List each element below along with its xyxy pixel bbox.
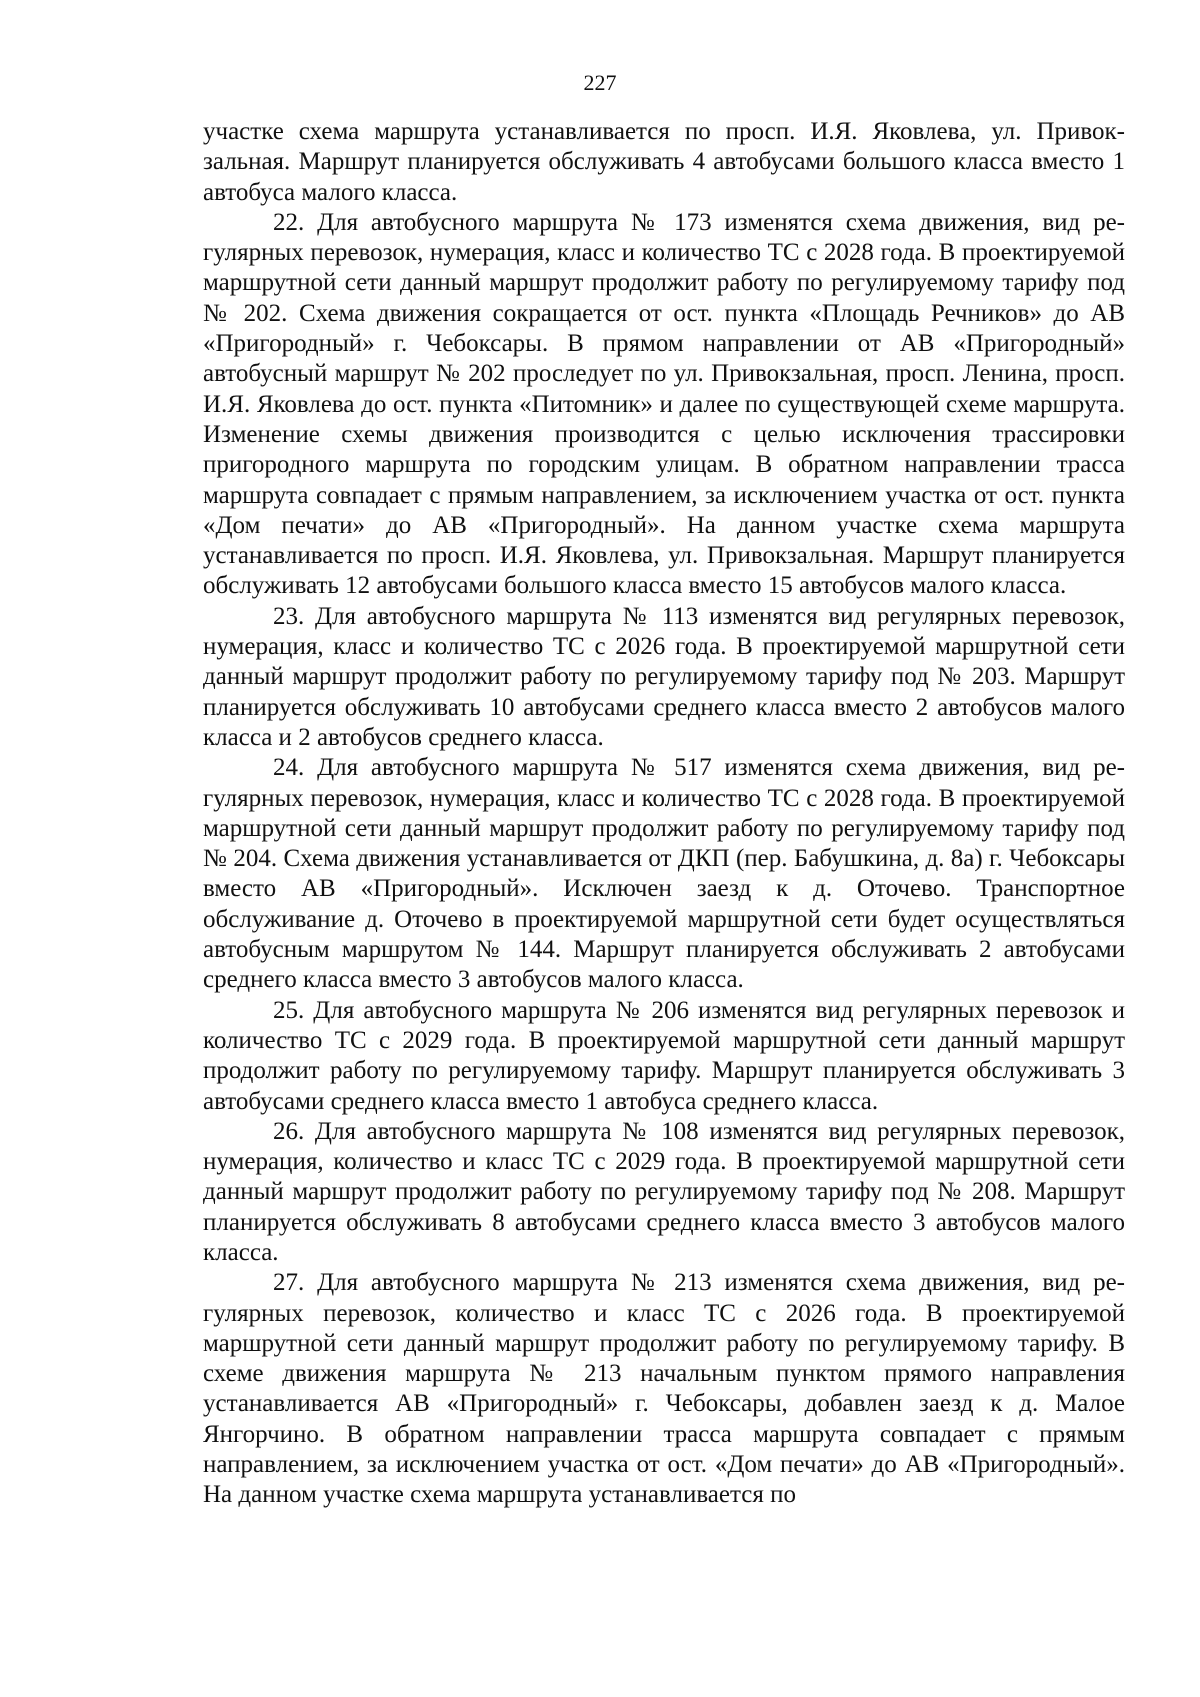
paragraph-item-22: 22. Для автобусного маршрута № 173 изменятся схема движения, вид регулярных перевозок, нумерация, класс и количество ТС с 2028 года. В проектируемой маршрутной сети данный маршрут продолжит работу по регулируемому тарифу под № 202. Схема движения сокращается от ост. пункта «Площадь Речников» до АВ «Пригородный» г. Чебоксары. В прямом направлении от АВ «Пригородный» автобусный маршрут № 202 проследует по ул. Привокзальная, просп. Ленина, просп. И.Я. Яковлева до ост. пункта «Питомник» и далее по существующей схеме маршрута. Изменение схемы движения производится с целью исключения трассировки пригородного маршрута по городским улицам. В обратном направлении трасса маршрута совпадает с прямым направлением, за исключением участка от ост. пункта «Дом печати» до АВ «Пригородный». На данном участке схема маршрута устанавливается по просп. И.Я. Яковлева, ул. Привокзальная. Маршрут планируется обслуживать 12 автобусами большого класса вместо 15 автобусов малого класса. [203, 208, 1125, 600]
document-body [203, 117, 1125, 1511]
paragraph-item-26: 26. Для автобусного маршрута № 108 изменятся вид регулярных перевозок, нумерация, количество и класс ТС с 2029 года. В проектируемой маршрутной сети данный маршрут продолжит работу по регулируемому тарифу под № 208. Маршрут планируется обслуживать 8 автобусами среднего класса вместо 3 автобусов малого класса. [203, 1117, 1125, 1266]
paragraph-item-23: 23. Для автобусного маршрута № 113 изменятся вид регулярных перевозок, нумерация, класс и количество ТС с 2026 года. В проектируемой маршрутной сети данный маршрут продолжит работу по регулируемому тарифу под № 203. Маршрут планируется обслуживать 10 автобусами среднего класса вместо 2 автобусов малого класса и 2 автобусов среднего класса. [203, 602, 1125, 751]
page-number: 227 [583, 70, 617, 95]
paragraph-item-24: 24. Для автобусного маршрута № 517 изменятся схема движения, вид регулярных перевозок, нумерация, класс и количество ТС с 2028 года. В проектируемой маршрутной сети данный маршрут продолжит работу по регулируемому тарифу под № 204. Схема движения устанавливается от ДКП (пер. Бабушкина, д. 8а) г. Чебоксары вместо АВ «Пригородный». Исключен заезд к д. Оточево. Транспортное обслуживание д. Оточево в проектируемой маршрутной сети будет осуществляться автобусным маршрутом № 144. Маршрут планируется обслуживать 2 автобусами среднего класса вместо 3 автобусов малого класса. [203, 754, 1125, 994]
paragraph-item-27: 27. Для автобусного маршрута № 213 изменятся схема движения, вид регулярных перевозок, количество и класс ТС с 2026 года. В проектируемой маршрутной сети данный маршрут продолжит работу по регулируемому тарифу. В схеме движения маршрута № 213 начальным пунктом прямого направления устанавливается АВ «Пригородный» г. Чебоксары, добавлен заезд к д. Малое Янгорчино. В обратном направлении трасса маршрута совпадает с прямым направлением, за исключением участка от ост. «Дом печати» до АВ «Пригородный». На данном участке схема маршрута устанавливается по [203, 1269, 1125, 1509]
paragraph-continuation: участке схема маршрута устанавливается по просп. И.Я. Яковлева, ул. Привокзальная. Маршрут планируется обслуживать 4 автобусами большого класса вместо 1 автобуса малого класса. [203, 118, 1125, 206]
paragraph-item-25: 25. Для автобусного маршрута № 206 изменятся вид регулярных перевозок и количество ТС с 2029 года. В проектируемой маршрутной сети данный маршрут продолжит работу по регулируемому тарифу. Маршрут планируется обслуживать 3 автобусами среднего класса вместо 1 автобуса среднего класса. [203, 996, 1125, 1115]
